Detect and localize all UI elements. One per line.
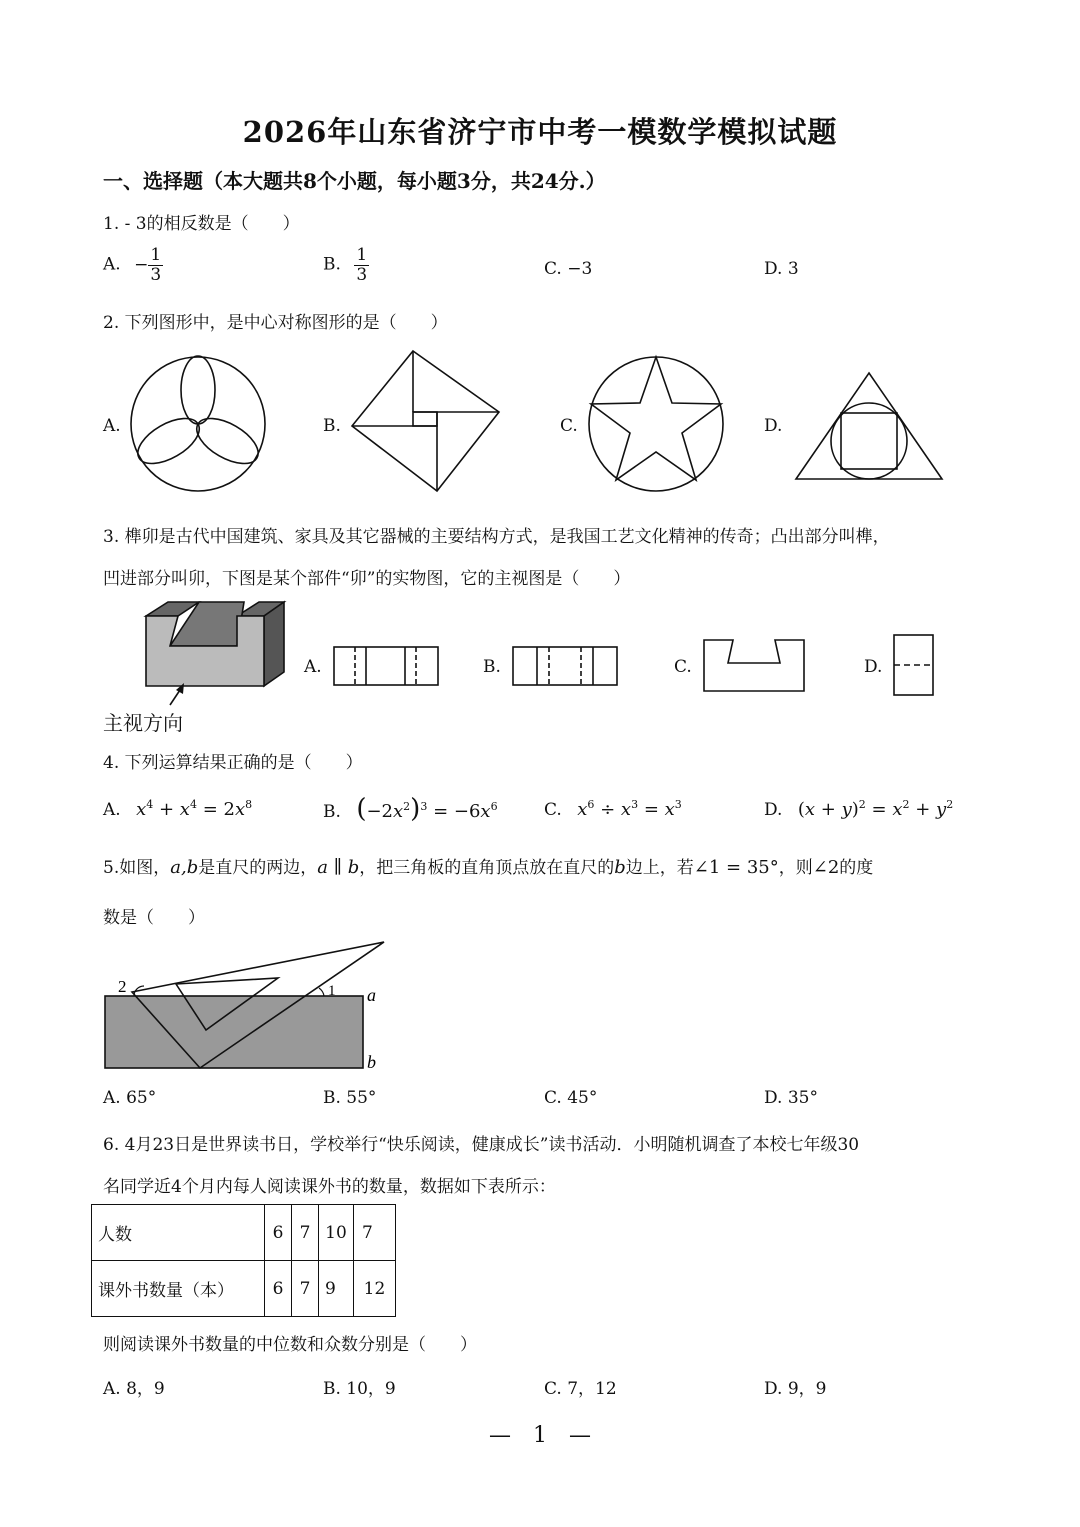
math-angle: ∠1 = 35° xyxy=(693,857,779,878)
question-5-stem-line1 xyxy=(103,853,873,878)
table-cell: 7 xyxy=(292,1261,319,1317)
q3-option-c: C. xyxy=(674,657,692,677)
denominator: 3 xyxy=(356,264,368,285)
minus-sign: − xyxy=(134,254,149,275)
q4-option-b: B. $(-2x^2)^3 = -6x^6$ xyxy=(323,794,498,824)
question-3-stem-line1: 3. 榫卯是古代中国建筑、家具及其它器械的主要结构方式，是我国工艺文化精神的传奇；凸出部分叫榫， xyxy=(103,527,890,547)
pinwheel-square-figure xyxy=(351,350,501,492)
math-angle: ∠2 xyxy=(812,857,840,878)
table-cell: 7 xyxy=(292,1205,319,1261)
table-cell: 10 xyxy=(319,1205,354,1261)
triangle-circle-square-figure xyxy=(795,372,943,480)
q2-option-b: B. xyxy=(323,416,341,436)
q5-option-a: A. 65° xyxy=(103,1088,157,1108)
q1-option-a xyxy=(103,246,163,284)
table-row xyxy=(92,1205,396,1261)
option-label: A. xyxy=(103,800,121,820)
q4-option-c: C. $x^6 \div x^3 = x^3$ xyxy=(544,798,682,820)
three-arcs-circle-figure xyxy=(130,356,266,492)
q2-option-c: C. xyxy=(560,416,578,436)
q3-option-c-figure xyxy=(703,639,806,693)
q3-option-a: A. xyxy=(304,657,322,677)
question-6-prompt: 则阅读课外书数量的中位数和众数分别是（ ） xyxy=(103,1335,477,1355)
q1-option-b xyxy=(323,246,369,284)
view-direction-label: 主视方向 xyxy=(103,711,183,735)
q1-option-d: D. 3 xyxy=(764,259,799,279)
question-2-stem: 2. 下列图形中，是中心对称图形的是（ ） xyxy=(103,313,448,333)
question-4-stem: 4. 下列运算结果正确的是（ ） xyxy=(103,753,363,773)
table-header-cell: 人数 xyxy=(92,1205,265,1261)
stem-text: 边上，若 xyxy=(625,858,694,878)
table-cell: 9 xyxy=(319,1261,354,1317)
math-var: b xyxy=(614,857,626,878)
table-cell: 12 xyxy=(354,1261,396,1317)
q5-option-c: C. 45° xyxy=(544,1088,598,1108)
q4-option-a: A. $x^4 + x^4 = 2x^8$ xyxy=(103,798,253,820)
numerator: 1 xyxy=(356,245,368,265)
line-label-a: a xyxy=(367,985,376,1005)
option-label: B. xyxy=(323,254,341,275)
q6-option-b: B. 10，9 xyxy=(323,1379,396,1399)
line-label-b: b xyxy=(367,1052,376,1072)
q6-option-a: A. 8，9 xyxy=(103,1379,165,1399)
option-label: A. xyxy=(103,254,121,275)
page-number: — 1 — xyxy=(489,1423,591,1448)
q4-option-d: D. $(x + y)^2 = x^2 + y^2$ xyxy=(764,798,954,820)
question-1-stem: 1. ‐ 3的相反数是（ ） xyxy=(103,214,300,234)
fraction xyxy=(354,246,369,284)
q3-option-b: B. xyxy=(483,657,501,677)
stem-text: ，则 xyxy=(778,858,813,878)
q5-option-d: D. 35° xyxy=(764,1088,818,1108)
q3-option-d: D. xyxy=(864,657,883,677)
q6-option-d: D. 9，9 xyxy=(764,1379,827,1399)
q3-option-d-figure xyxy=(893,634,934,696)
mortise-block-figure xyxy=(146,602,286,692)
arrow-icon xyxy=(168,683,188,707)
table-cell: 7 xyxy=(354,1205,396,1261)
page-title: 2026年山东省济宁市中考一模数学模拟试题 xyxy=(242,115,838,149)
denominator: 3 xyxy=(150,264,162,285)
stem-text: 的度 xyxy=(839,858,874,878)
stem-text: 是直尺的两边， xyxy=(198,858,318,878)
table-cell: 6 xyxy=(265,1261,292,1317)
q2-option-a: A. xyxy=(103,416,121,436)
section-heading: 一、选择题（本大题共8个小题，每小题3分，共24分.） xyxy=(103,169,606,193)
q2-option-d: D. xyxy=(764,416,783,436)
option-label: C. xyxy=(544,800,562,820)
table-header-cell: 课外书数量（本） xyxy=(92,1261,265,1317)
table-row xyxy=(92,1261,396,1317)
fraction xyxy=(148,246,163,284)
star-in-circle-figure xyxy=(588,356,724,492)
angle-label-1: 1 xyxy=(328,983,336,999)
question-3-stem-line2: 凹进部分叫卯，下图是某个部件“卯”的实物图，它的主视图是（ ） xyxy=(103,569,631,589)
ruler-triangle-figure xyxy=(104,940,389,1072)
stem-text: ，把三角板的直角顶点放在直尺的 xyxy=(359,858,615,878)
q1-option-c: C. −3 xyxy=(544,259,593,279)
question-6-stem-line2: 名同学近4个月内每人阅读课外书的数量，数据如下表所示： xyxy=(103,1177,556,1197)
question-5-stem-line2: 数是（ ） xyxy=(103,908,205,928)
option-label: B. xyxy=(323,802,341,822)
math-var: a,b xyxy=(170,857,199,878)
numerator: 1 xyxy=(150,245,162,265)
option-label: D. xyxy=(764,800,783,820)
question-6-stem-line1: 6. 4月23日是世界读书日，学校举行“快乐阅读，健康成长”读书活动．小明随机调查了本校七年级30 xyxy=(103,1135,860,1155)
q5-option-b: B. 55° xyxy=(323,1088,377,1108)
survey-table xyxy=(91,1204,396,1317)
q3-option-a-figure xyxy=(333,646,440,686)
table-cell: 6 xyxy=(265,1205,292,1261)
stem-text: 5.如图， xyxy=(103,858,171,878)
math-parallel: a ∥ b xyxy=(317,857,360,878)
angle-label-2: 2 xyxy=(118,977,127,996)
q6-option-c: C. 7，12 xyxy=(544,1379,617,1399)
q3-option-b-figure xyxy=(512,646,619,686)
